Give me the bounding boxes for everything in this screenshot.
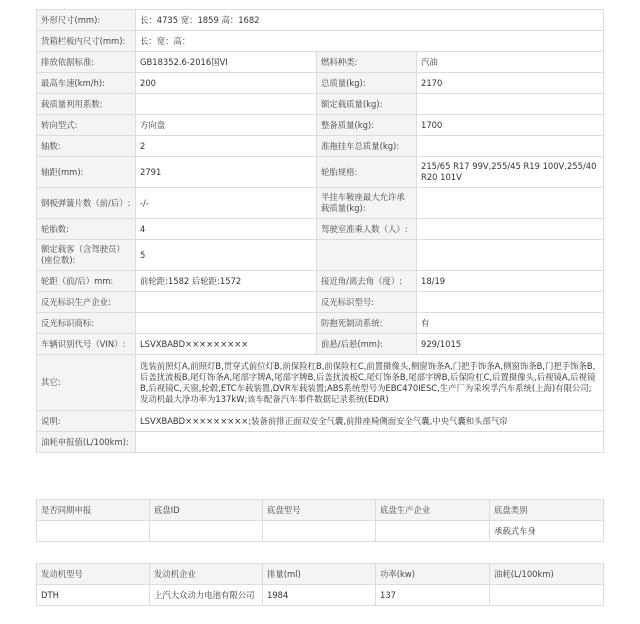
- column-header: 油耗(L/100km): [490, 564, 604, 585]
- table-row: [37, 585, 604, 606]
- table-header-row: [37, 564, 604, 585]
- table-cell: [490, 585, 604, 606]
- field-label: 轴数:: [37, 136, 136, 157]
- table-cell: [37, 521, 150, 542]
- field-label: 总质量(kg):: [317, 73, 417, 94]
- table-row: [37, 115, 604, 136]
- field-label: 燃料种类:: [317, 52, 417, 73]
- field-label: 其它:: [37, 355, 136, 411]
- field-label: 整备质量(kg):: [317, 115, 417, 136]
- column-header: 底盘型号: [263, 500, 376, 521]
- column-header: 发动机企业: [150, 564, 263, 585]
- table-row: [37, 292, 604, 313]
- table-row: [37, 10, 604, 31]
- column-header: 排量(ml): [263, 564, 376, 585]
- field-value: [136, 292, 317, 313]
- field-value: [136, 94, 317, 115]
- field-label: 前悬/后悬(mm):: [317, 334, 417, 355]
- column-header: 底盘类别: [490, 500, 604, 521]
- table-cell: [263, 521, 376, 542]
- field-value: 2: [136, 136, 317, 157]
- field-label: 反光标识型号:: [317, 292, 417, 313]
- column-header: 底盘ID: [150, 500, 263, 521]
- field-value: 18/19: [417, 271, 604, 292]
- field-label: 转向型式:: [37, 115, 136, 136]
- column-header: 功率(kw): [376, 564, 490, 585]
- table-cell: 137: [376, 585, 490, 606]
- field-label: [317, 240, 417, 271]
- table-row: [37, 411, 604, 432]
- table-row: [37, 52, 604, 73]
- field-label: 驾驶室准乘人数（人）:: [317, 219, 417, 240]
- field-value: 方向盘: [136, 115, 317, 136]
- field-value: 选装前照灯A,前照灯B,贯穿式前位灯B,前保险杠B,前保险杠C,前置摄像头,侧窗饰条A,门把手饰条A,侧窗饰条B,门把手饰条B,后盖扰流板B,尾灯饰条A,尾部字牌A,尾部字牌B,后盖扰流板C,尾灯饰条B,尾部字牌B,后保险杠C,后置摄像头,后视镜A,后视镜B,后视镜C,天窗,轮毂,ETC车载装置,DVR车载装置;ABS系统型号为EBC470IESC,生产厂为采埃孚汽车系统(上海)有限公司;发动机最大净功率为137kW;该车配备汽车事件数据记录系统(EDR): [136, 355, 604, 411]
- field-value: 215/65 R17 99V,255/45 R19 100V,255/40 R20 101V: [417, 157, 604, 188]
- field-value: 2791: [136, 157, 317, 188]
- field-value: 1700: [417, 115, 604, 136]
- field-value: [417, 219, 604, 240]
- field-value: LSVXBABD×××××××××;装备前排正面双安全气囊,前排座椅侧面安全气囊,中央气囊和头部气帘: [136, 411, 604, 432]
- field-value: 长：宽：高：: [136, 31, 604, 52]
- field-value: 前轮距:1582 后轮距:1572: [136, 271, 317, 292]
- table-header-row: [37, 500, 604, 521]
- field-value: [417, 136, 604, 157]
- field-label: 钢板弹簧片数（前/后）:: [37, 188, 136, 219]
- field-value: LSVXBABD×××××××××: [136, 334, 317, 355]
- table-row: [37, 136, 604, 157]
- field-value: [136, 432, 604, 453]
- field-value: GB18352.6-2016国VI: [136, 52, 317, 73]
- field-label: 轮距（前/后）mm:: [37, 271, 136, 292]
- field-label: 最高车速(km/h):: [37, 73, 136, 94]
- table-row: [37, 94, 604, 115]
- field-label: 半挂车鞍座最大允许承载质量(kg):: [317, 188, 417, 219]
- table-cell: 1984: [263, 585, 376, 606]
- table-cell: [150, 521, 263, 542]
- field-value: [417, 94, 604, 115]
- field-value: 长：4735 宽：1859 高：1682: [136, 10, 604, 31]
- field-value: 汽油: [417, 52, 604, 73]
- field-value: 4: [136, 219, 317, 240]
- field-label: 外形尺寸(mm):: [37, 10, 136, 31]
- field-label: 货箱栏板内尺寸(mm):: [37, 31, 136, 52]
- field-value: 929/1015: [417, 334, 604, 355]
- field-label: 反光标识生产企业:: [37, 292, 136, 313]
- table-row: [37, 31, 604, 52]
- field-label: 轮胎规格:: [317, 157, 417, 188]
- column-header: 是否同期申报: [37, 500, 150, 521]
- table-row: [37, 271, 604, 292]
- field-label: 准拖挂车总质量(kg):: [317, 136, 417, 157]
- table-row: [37, 355, 604, 411]
- field-label: 轮胎数:: [37, 219, 136, 240]
- field-value: [136, 313, 317, 334]
- table-row: [37, 334, 604, 355]
- field-value: [417, 292, 604, 313]
- field-label: 载质量利用系数:: [37, 94, 136, 115]
- table-cell: 承载式车身: [490, 521, 604, 542]
- column-header: 发动机型号: [37, 564, 150, 585]
- field-label: 车辆识别代号（VIN）:: [37, 334, 136, 355]
- vehicle-parameters-table: [36, 9, 604, 453]
- field-value: -/-: [136, 188, 317, 219]
- table-cell: 上汽大众动力电池有限公司: [150, 585, 263, 606]
- field-label: 说明:: [37, 411, 136, 432]
- field-label: 反光标识商标:: [37, 313, 136, 334]
- field-label: 额定载客（含驾驶员）(座位数):: [37, 240, 136, 271]
- table-row: [37, 219, 604, 240]
- table-row: [37, 73, 604, 94]
- table-cell: DTH: [37, 585, 150, 606]
- field-value: 2170: [417, 73, 604, 94]
- field-value: [417, 188, 604, 219]
- table-cell: [376, 521, 490, 542]
- field-value: [417, 240, 604, 271]
- table-row: [37, 157, 604, 188]
- field-label: 轴距(mm):: [37, 157, 136, 188]
- field-value: 有: [417, 313, 604, 334]
- field-label: 额定载质量(kg):: [317, 94, 417, 115]
- column-header: 底盘生产企业: [376, 500, 490, 521]
- field-label: 排放依据标准:: [37, 52, 136, 73]
- table-row: [37, 240, 604, 271]
- field-label: 油耗申报值(L/100km):: [37, 432, 136, 453]
- table-row: [37, 432, 604, 453]
- field-value: 5: [136, 240, 317, 271]
- table-row: [37, 521, 604, 542]
- chassis-table: [36, 499, 604, 542]
- table-row: [37, 188, 604, 219]
- field-label: 接近角/离去角（度）:: [317, 271, 417, 292]
- field-value: 200: [136, 73, 317, 94]
- field-label: 防抱死制动系统:: [317, 313, 417, 334]
- table-row: [37, 313, 604, 334]
- engine-table: [36, 563, 604, 606]
